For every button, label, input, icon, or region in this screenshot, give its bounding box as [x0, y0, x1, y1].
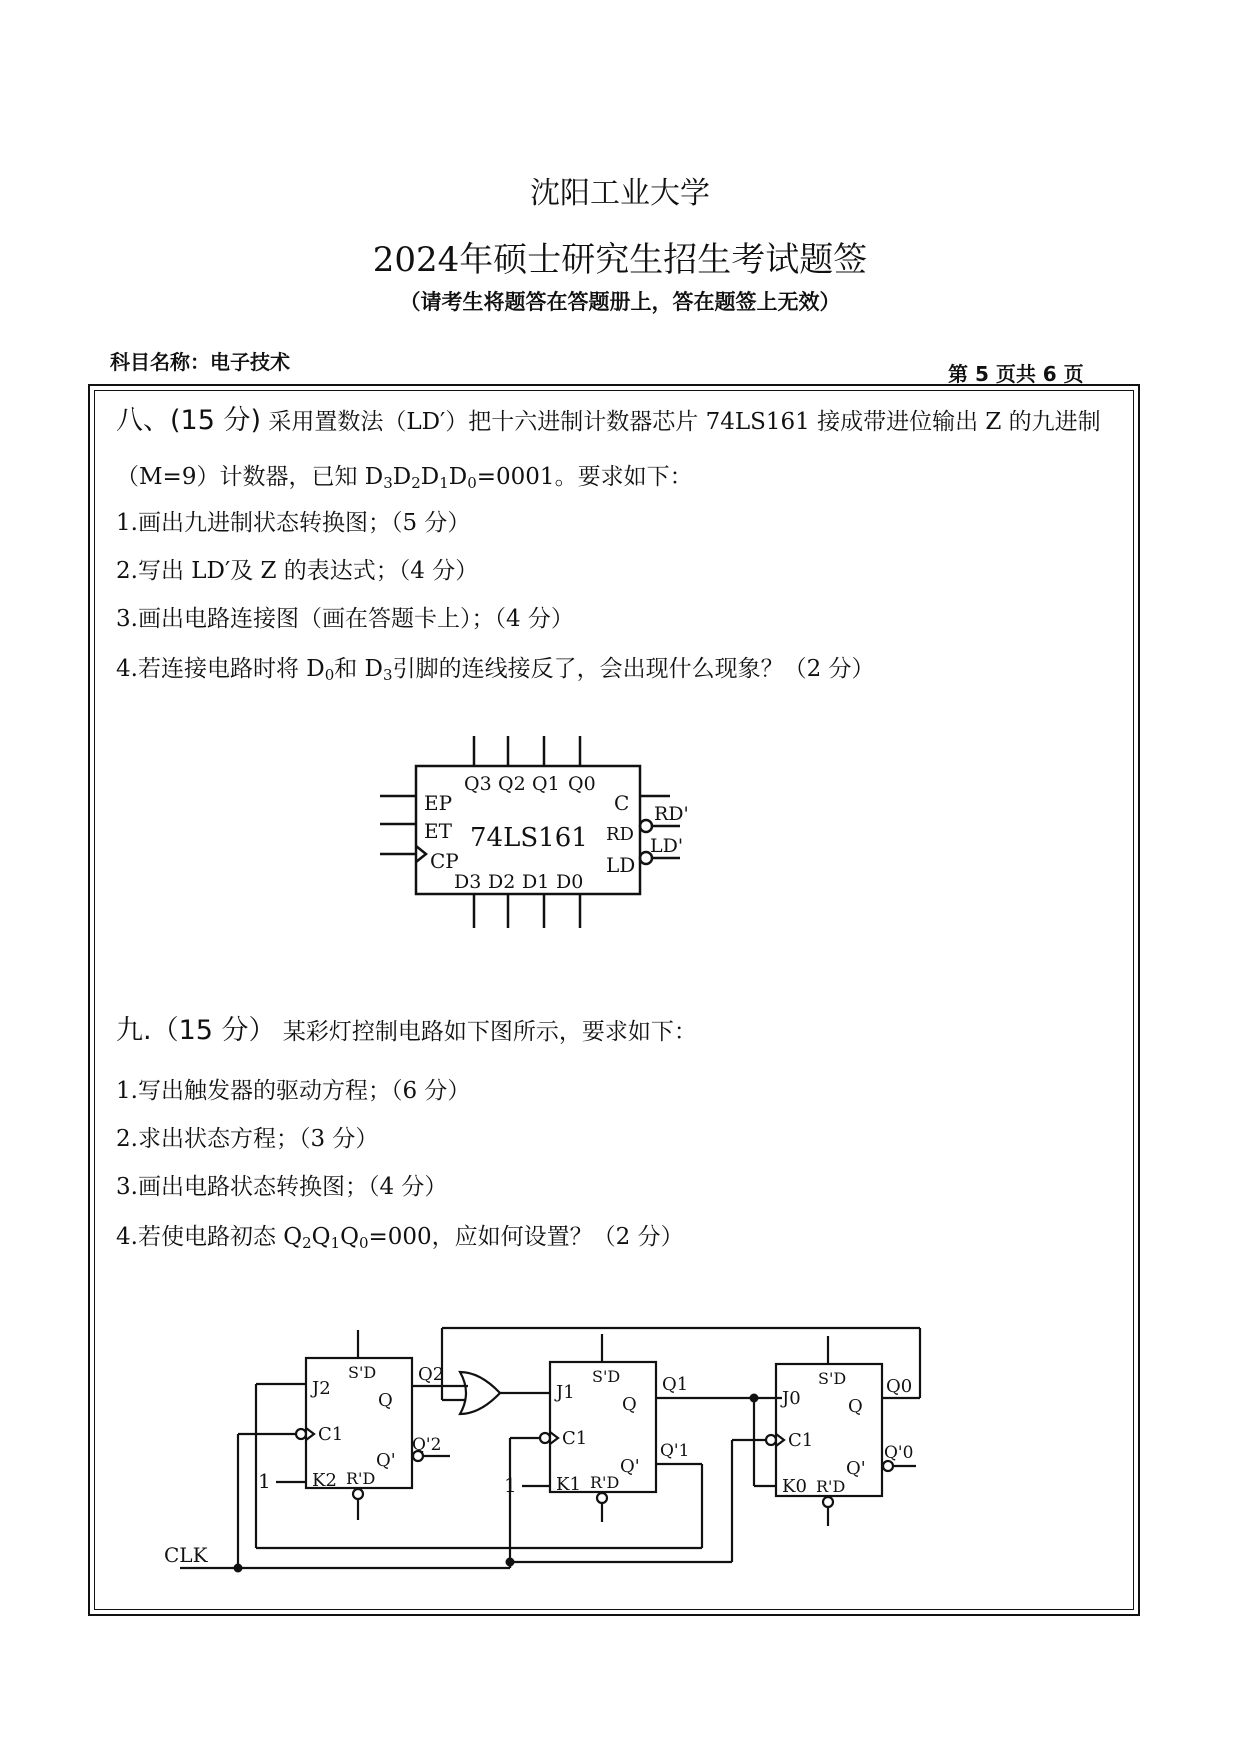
chip-rd: RD: [606, 824, 634, 845]
ff0-qb: Q': [846, 1458, 866, 1479]
ff1-k-one: 1: [504, 1473, 517, 1497]
subject-name: 科目名称：电子技术: [110, 350, 290, 374]
ff1-out-qb: Q'1: [660, 1441, 690, 1461]
ff2-s: S'D: [348, 1363, 377, 1382]
chip-ld: LD: [606, 853, 636, 877]
q8-text-2b: =0001。要求如下：: [476, 464, 693, 490]
ff1-q: Q: [622, 1394, 637, 1415]
chip-q3: Q3: [464, 773, 492, 795]
ff0-k: K0: [782, 1476, 807, 1497]
chip-ld-ext: LD': [650, 835, 684, 857]
q9-line1: [116, 1016, 697, 1047]
q8-line1: [116, 406, 1101, 437]
ff0-q: Q: [848, 1396, 863, 1417]
ff2-j: J2: [312, 1378, 331, 1399]
ff2-out-qb: Q'2: [412, 1435, 442, 1455]
ff1-qb: Q': [620, 1456, 640, 1477]
ff2-k: K2: [312, 1470, 337, 1491]
ff0-r: R'D: [816, 1477, 846, 1496]
ff2-c: C1: [318, 1424, 344, 1445]
q9-item-1: 1.写出触发器的驱动方程；（6 分）: [116, 1078, 471, 1104]
chip-q1: Q1: [532, 773, 560, 795]
chip-ep: EP: [424, 791, 453, 815]
chip-cp: CP: [430, 849, 459, 873]
exam-note: （请考生将题答在答题册上，答在题签上无效）: [399, 290, 841, 314]
chip-d2: D2: [488, 871, 516, 893]
ff0-j: J0: [782, 1388, 801, 1409]
chip-74ls161-diagram: [370, 730, 710, 940]
q8-item-4c: 引脚的连线接反了，会出现什么现象？（2 分）: [392, 656, 875, 682]
q9-item-4a: 4.若使电路初态 Q: [116, 1224, 303, 1250]
ff2-q: Q: [378, 1390, 393, 1411]
ff2-out-q: Q2: [418, 1364, 445, 1385]
q8-item-4a: 4.若连接电路时将 D: [116, 656, 325, 682]
ff1-s: S'D: [592, 1367, 621, 1386]
ff1-k: K1: [556, 1474, 581, 1495]
ff2-k-one: 1: [258, 1469, 271, 1493]
chip-d0: D0: [556, 871, 584, 893]
q8-text-2a: （M=9）计数器，已知 D: [116, 464, 384, 490]
chip-d3: D3: [454, 871, 482, 893]
ff2-r: R'D: [346, 1469, 376, 1488]
chip-rd-ext: RD': [654, 803, 689, 825]
chip-name: 74LS161: [470, 823, 588, 853]
ff2-qb: Q': [376, 1450, 396, 1471]
ff0-out-q: Q0: [886, 1376, 913, 1397]
q9-heading: 九.（15 分）: [116, 1015, 276, 1046]
page-number: 第 5 页共 6 页: [948, 362, 1084, 386]
exam-title: 2024年硕士研究生招生考试题签: [372, 240, 868, 280]
q8-item-1: 1.画出九进制状态转换图；（5 分）: [116, 510, 471, 536]
ff1-r: R'D: [590, 1473, 620, 1492]
school-name: 沈阳工业大学: [530, 176, 710, 211]
ff1-j: J1: [556, 1382, 575, 1403]
chip-q0: Q0: [568, 773, 596, 795]
q9-text-1: 某彩灯控制电路如下图所示，要求如下：: [282, 1019, 697, 1045]
or-gate: [460, 1372, 500, 1414]
clk-label: CLK: [164, 1543, 208, 1567]
chip-et: ET: [424, 819, 452, 843]
q9-item-3: 3.画出电路状态转换图；（4 分）: [116, 1174, 448, 1200]
q8-line2: （M=9）计数器，已知 $D_3D_2D_1D_0=0001$。要求如下：: [116, 464, 693, 492]
q8-item-4: 4.若连接电路时将 $D_0$和 $D_3$引脚的连线接反了，会出现什么现象？（2 分）: [116, 656, 875, 684]
ff0-c: C1: [788, 1430, 814, 1451]
q8-item-2: 2.写出 LD′及 Z 的表达式；（4 分）: [116, 558, 479, 584]
jk-flipflop-circuit: [150, 1300, 940, 1580]
ff0-s: S'D: [818, 1369, 847, 1388]
q8-item-4b: 和 D: [334, 656, 384, 682]
ff0-out-qb: Q'0: [884, 1443, 914, 1463]
chip-q2: Q2: [498, 773, 526, 795]
ff1-c: C1: [562, 1428, 588, 1449]
q9-item-4: 4.若使电路初态 $Q_2Q_1Q_0=000$，应如何设置？（2 分）: [116, 1224, 684, 1252]
q8-heading: 八、(15 分): [116, 405, 262, 436]
q9-item-4b: =000，应如何设置？（2 分）: [368, 1224, 684, 1250]
q8-text-1: 采用置数法（LD′）把十六进制计数器芯片 74LS161 接成带进位输出 Z 的九进制: [268, 409, 1101, 435]
q9-item-2: 2.求出状态方程；（3 分）: [116, 1126, 379, 1152]
q8-item-3: 3.画出电路连接图（画在答题卡上）；（4 分）: [116, 606, 574, 632]
chip-d1: D1: [522, 871, 550, 893]
ff1-out-q: Q1: [662, 1374, 689, 1395]
chip-c: C: [614, 791, 630, 815]
